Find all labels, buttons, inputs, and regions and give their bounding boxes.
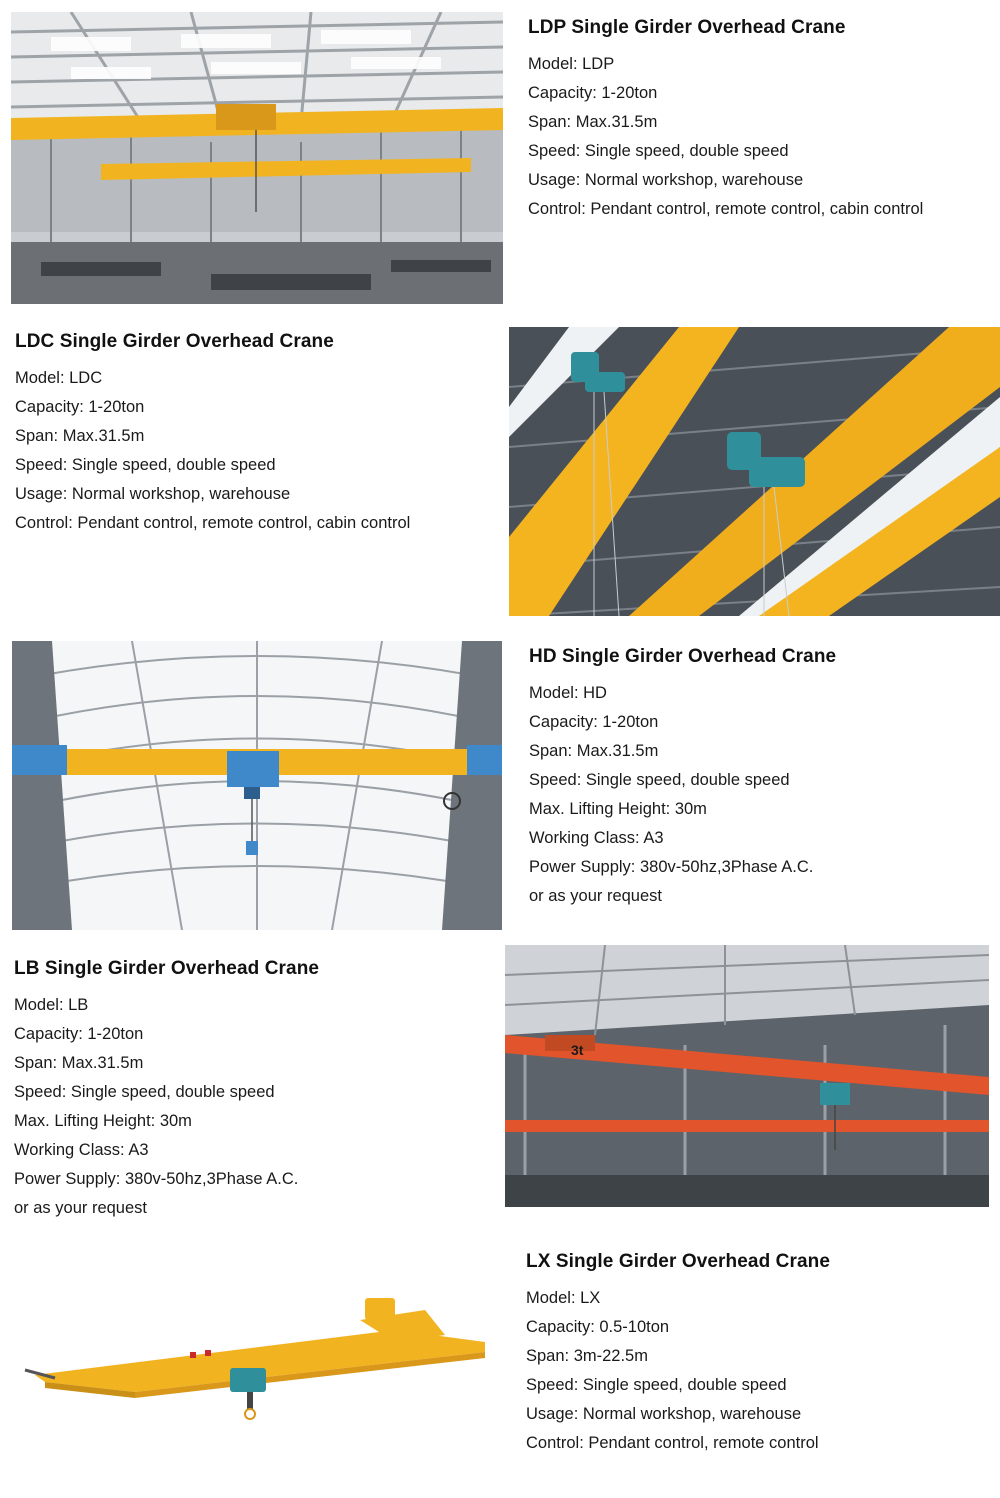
lb-capacity: Capacity: 1-20ton <box>14 1025 144 1043</box>
hd-crane-photo <box>12 641 502 930</box>
lb-span: Span: Max.31.5m <box>14 1054 144 1072</box>
lx-usage: Usage: Normal workshop, warehouse <box>526 1405 802 1423</box>
ldc-capacity: Capacity: 1-20ton <box>15 398 145 416</box>
ldp-capacity: Capacity: 1-20ton <box>528 84 658 102</box>
lx-span: Span: 3m-22.5m <box>526 1347 648 1365</box>
hd-request-note: or as your request <box>529 887 662 905</box>
lx-control: Control: Pendant control, remote control <box>526 1434 819 1452</box>
lx-capacity: Capacity: 0.5-10ton <box>526 1318 670 1336</box>
hd-lifting-height: Max. Lifting Height: 30m <box>529 800 707 818</box>
lb-working-class: Working Class: A3 <box>14 1141 149 1159</box>
hd-speed: Speed: Single speed, double speed <box>529 771 790 789</box>
ldc-model: Model: LDC <box>15 369 103 387</box>
hd-capacity: Capacity: 1-20ton <box>529 713 659 731</box>
lb-title: LB Single Girder Overhead Crane <box>14 958 320 979</box>
hd-power-supply: Power Supply: 380v-50hz,3Phase A.C. <box>529 858 814 876</box>
lx-model: Model: LX <box>526 1289 601 1307</box>
ldc-info <box>15 331 495 538</box>
ldp-span: Span: Max.31.5m <box>528 113 658 131</box>
lb-info <box>14 958 494 1223</box>
hd-span: Span: Max.31.5m <box>529 742 659 760</box>
ldc-usage: Usage: Normal workshop, warehouse <box>15 485 291 503</box>
ldp-title: LDP Single Girder Overhead Crane <box>528 17 846 38</box>
ldc-speed: Speed: Single speed, double speed <box>15 456 276 474</box>
lx-speed: Speed: Single speed, double speed <box>526 1376 787 1394</box>
ldp-control: Control: Pendant control, remote control, cabin control <box>528 200 924 218</box>
ldc-crane-photo <box>509 327 1000 616</box>
hd-info <box>529 646 989 911</box>
hd-title: HD Single Girder Overhead Crane <box>529 646 837 667</box>
hd-working-class: Working Class: A3 <box>529 829 664 847</box>
lb-crane-photo <box>505 945 989 1207</box>
hd-model: Model: HD <box>529 684 607 702</box>
ldp-model: Model: LDP <box>528 55 615 73</box>
ldp-usage: Usage: Normal workshop, warehouse <box>528 171 804 189</box>
lx-title: LX Single Girder Overhead Crane <box>526 1251 831 1272</box>
lb-request-note: or as your request <box>14 1199 147 1217</box>
lb-model: Model: LB <box>14 996 89 1014</box>
lb-speed: Speed: Single speed, double speed <box>14 1083 275 1101</box>
lb-power-supply: Power Supply: 380v-50hz,3Phase A.C. <box>14 1170 299 1188</box>
lx-crane-photo <box>15 1280 490 1430</box>
ldc-control: Control: Pendant control, remote control, cabin control <box>15 514 411 532</box>
ldp-crane-photo <box>11 12 503 304</box>
ldc-title: LDC Single Girder Overhead Crane <box>15 331 334 352</box>
ldp-speed: Speed: Single speed, double speed <box>528 142 789 160</box>
lb-lifting-height: Max. Lifting Height: 30m <box>14 1112 192 1130</box>
capacity-sign-3t: 3t <box>571 1042 584 1058</box>
ldp-info <box>528 17 988 224</box>
lx-info <box>526 1251 986 1458</box>
ldc-span: Span: Max.31.5m <box>15 427 145 445</box>
